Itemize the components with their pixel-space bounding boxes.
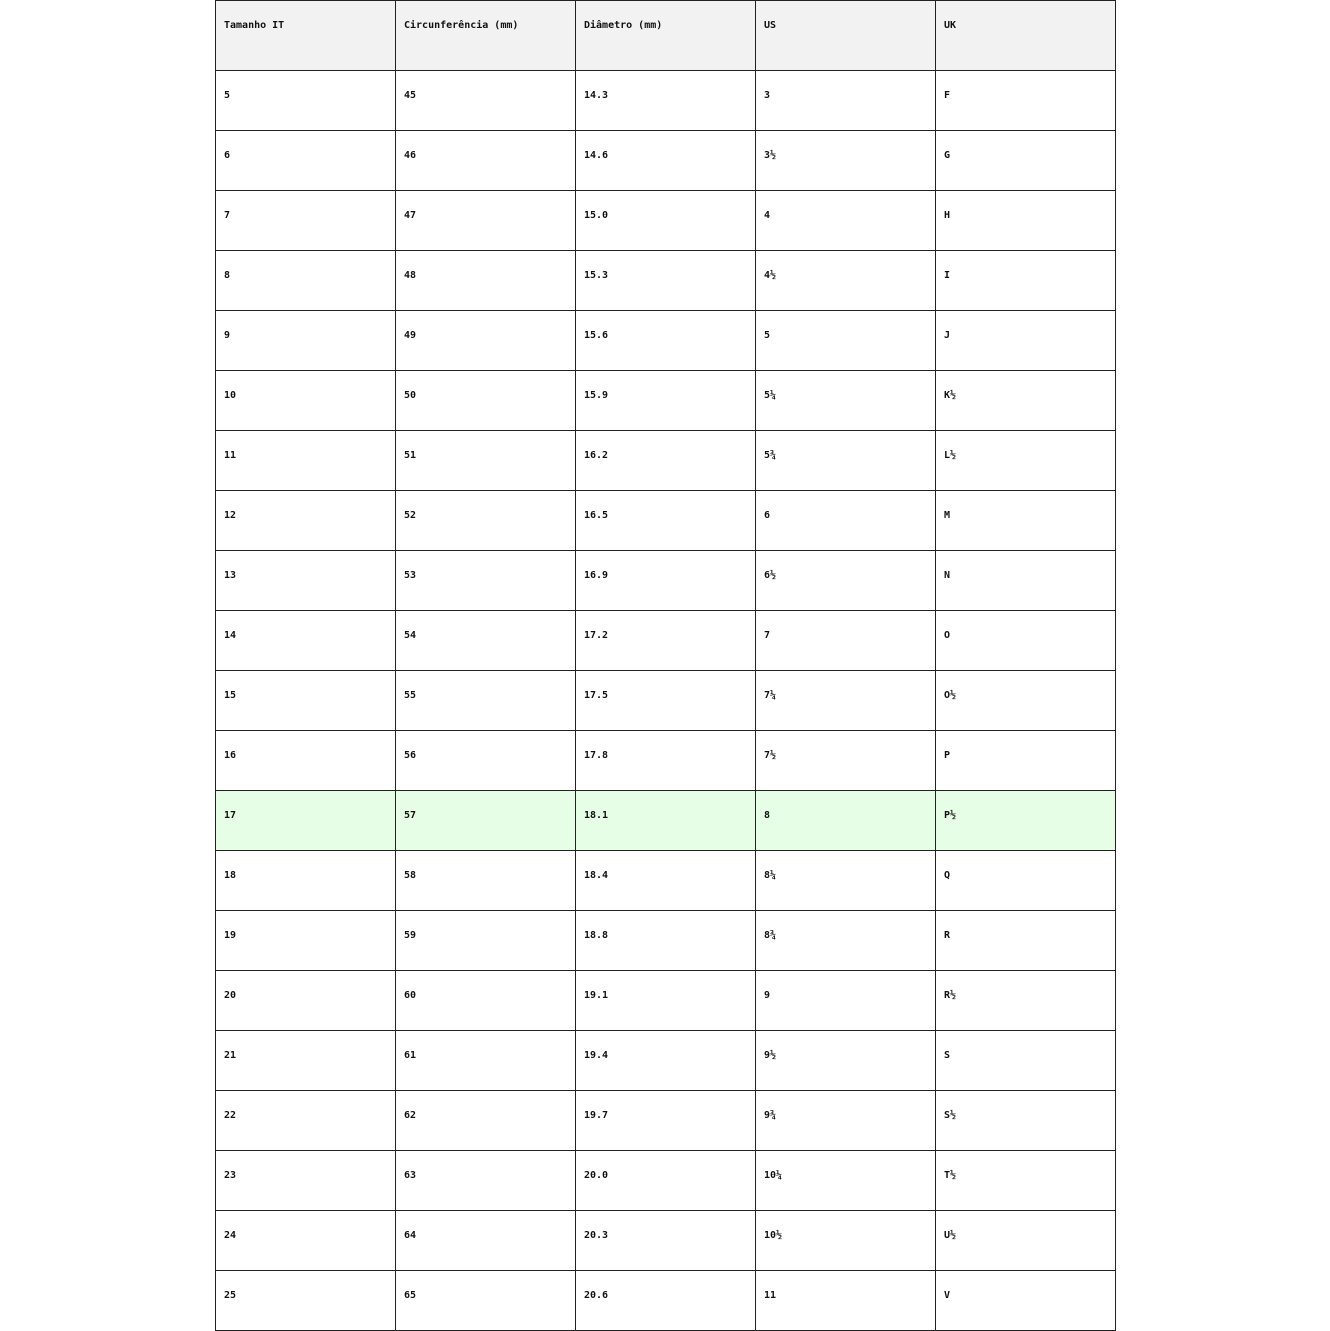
cell-diameter: 14.3 bbox=[576, 71, 756, 131]
cell-diameter: 17.8 bbox=[576, 731, 756, 791]
table-row bbox=[216, 1091, 1116, 1151]
cell-circumference: 60 bbox=[396, 971, 576, 1031]
cell-circumference: 58 bbox=[396, 851, 576, 911]
cell-it-size: 10 bbox=[216, 371, 396, 431]
cell-it-size: 20 bbox=[216, 971, 396, 1031]
ring-size-table-container bbox=[215, 0, 1116, 1331]
cell-diameter: 20.0 bbox=[576, 1151, 756, 1211]
cell-us: 11 bbox=[756, 1271, 936, 1331]
cell-uk: T½ bbox=[936, 1151, 1116, 1211]
cell-uk: O½ bbox=[936, 671, 1116, 731]
cell-uk: H bbox=[936, 191, 1116, 251]
table-row bbox=[216, 851, 1116, 911]
cell-it-size: 17 bbox=[216, 791, 396, 851]
cell-it-size: 13 bbox=[216, 551, 396, 611]
cell-us: 5¼ bbox=[756, 371, 936, 431]
table-row bbox=[216, 791, 1116, 851]
cell-it-size: 21 bbox=[216, 1031, 396, 1091]
cell-it-size: 6 bbox=[216, 131, 396, 191]
cell-us: 4 bbox=[756, 191, 936, 251]
table-row bbox=[216, 551, 1116, 611]
cell-circumference: 61 bbox=[396, 1031, 576, 1091]
table-row bbox=[216, 1151, 1116, 1211]
cell-us: 4½ bbox=[756, 251, 936, 311]
cell-diameter: 19.4 bbox=[576, 1031, 756, 1091]
cell-us: 6½ bbox=[756, 551, 936, 611]
cell-circumference: 50 bbox=[396, 371, 576, 431]
cell-diameter: 20.6 bbox=[576, 1271, 756, 1331]
cell-us: 3½ bbox=[756, 131, 936, 191]
table-row bbox=[216, 731, 1116, 791]
cell-circumference: 55 bbox=[396, 671, 576, 731]
cell-uk: U½ bbox=[936, 1211, 1116, 1271]
cell-circumference: 48 bbox=[396, 251, 576, 311]
cell-it-size: 16 bbox=[216, 731, 396, 791]
cell-diameter: 19.7 bbox=[576, 1091, 756, 1151]
cell-uk: R½ bbox=[936, 971, 1116, 1031]
cell-uk: M bbox=[936, 491, 1116, 551]
cell-it-size: 7 bbox=[216, 191, 396, 251]
cell-circumference: 47 bbox=[396, 191, 576, 251]
cell-circumference: 53 bbox=[396, 551, 576, 611]
table-row bbox=[216, 671, 1116, 731]
cell-us: 8 bbox=[756, 791, 936, 851]
cell-uk: J bbox=[936, 311, 1116, 371]
cell-uk: G bbox=[936, 131, 1116, 191]
table-row bbox=[216, 911, 1116, 971]
table-row bbox=[216, 371, 1116, 431]
cell-diameter: 16.5 bbox=[576, 491, 756, 551]
cell-circumference: 46 bbox=[396, 131, 576, 191]
header-uk: UK bbox=[936, 1, 1116, 71]
cell-us: 10¼ bbox=[756, 1151, 936, 1211]
header-it-size: Tamanho IT bbox=[216, 1, 396, 71]
cell-circumference: 63 bbox=[396, 1151, 576, 1211]
cell-us: 5 bbox=[756, 311, 936, 371]
cell-it-size: 15 bbox=[216, 671, 396, 731]
cell-us: 10½ bbox=[756, 1211, 936, 1271]
cell-diameter: 15.6 bbox=[576, 311, 756, 371]
cell-us: 7 bbox=[756, 611, 936, 671]
cell-us: 7¼ bbox=[756, 671, 936, 731]
cell-diameter: 19.1 bbox=[576, 971, 756, 1031]
cell-uk: R bbox=[936, 911, 1116, 971]
cell-circumference: 45 bbox=[396, 71, 576, 131]
cell-us: 9 bbox=[756, 971, 936, 1031]
cell-uk: L½ bbox=[936, 431, 1116, 491]
cell-us: 8¼ bbox=[756, 851, 936, 911]
cell-circumference: 65 bbox=[396, 1271, 576, 1331]
header-us: US bbox=[756, 1, 936, 71]
cell-circumference: 49 bbox=[396, 311, 576, 371]
cell-us: 9¾ bbox=[756, 1091, 936, 1151]
cell-diameter: 14.6 bbox=[576, 131, 756, 191]
cell-it-size: 14 bbox=[216, 611, 396, 671]
cell-us: 3 bbox=[756, 71, 936, 131]
table-row bbox=[216, 251, 1116, 311]
cell-diameter: 16.2 bbox=[576, 431, 756, 491]
cell-it-size: 11 bbox=[216, 431, 396, 491]
cell-diameter: 18.8 bbox=[576, 911, 756, 971]
cell-uk: P½ bbox=[936, 791, 1116, 851]
cell-us: 5¾ bbox=[756, 431, 936, 491]
table-body bbox=[216, 71, 1116, 1331]
cell-uk: S bbox=[936, 1031, 1116, 1091]
cell-us: 9½ bbox=[756, 1031, 936, 1091]
table-header bbox=[216, 1, 1116, 71]
cell-uk: V bbox=[936, 1271, 1116, 1331]
header-circumference: Circunferência (mm) bbox=[396, 1, 576, 71]
header-diameter: Diâmetro (mm) bbox=[576, 1, 756, 71]
cell-diameter: 17.2 bbox=[576, 611, 756, 671]
cell-diameter: 17.5 bbox=[576, 671, 756, 731]
cell-us: 7½ bbox=[756, 731, 936, 791]
cell-uk: Q bbox=[936, 851, 1116, 911]
table-row bbox=[216, 611, 1116, 671]
cell-circumference: 54 bbox=[396, 611, 576, 671]
cell-it-size: 25 bbox=[216, 1271, 396, 1331]
cell-diameter: 15.0 bbox=[576, 191, 756, 251]
cell-it-size: 8 bbox=[216, 251, 396, 311]
cell-diameter: 18.4 bbox=[576, 851, 756, 911]
cell-circumference: 62 bbox=[396, 1091, 576, 1151]
cell-circumference: 51 bbox=[396, 431, 576, 491]
cell-uk: S½ bbox=[936, 1091, 1116, 1151]
table-row bbox=[216, 1271, 1116, 1331]
cell-circumference: 56 bbox=[396, 731, 576, 791]
table-row bbox=[216, 131, 1116, 191]
cell-diameter: 16.9 bbox=[576, 551, 756, 611]
cell-circumference: 57 bbox=[396, 791, 576, 851]
cell-us: 8¾ bbox=[756, 911, 936, 971]
table-row bbox=[216, 71, 1116, 131]
cell-diameter: 18.1 bbox=[576, 791, 756, 851]
cell-circumference: 52 bbox=[396, 491, 576, 551]
table-row bbox=[216, 311, 1116, 371]
cell-it-size: 19 bbox=[216, 911, 396, 971]
cell-diameter: 15.3 bbox=[576, 251, 756, 311]
cell-uk: K½ bbox=[936, 371, 1116, 431]
cell-it-size: 12 bbox=[216, 491, 396, 551]
table-row bbox=[216, 491, 1116, 551]
cell-it-size: 5 bbox=[216, 71, 396, 131]
ring-size-table bbox=[215, 0, 1116, 1331]
cell-diameter: 20.3 bbox=[576, 1211, 756, 1271]
cell-diameter: 15.9 bbox=[576, 371, 756, 431]
header-row bbox=[216, 1, 1116, 71]
table-row bbox=[216, 431, 1116, 491]
cell-it-size: 23 bbox=[216, 1151, 396, 1211]
table-row bbox=[216, 971, 1116, 1031]
cell-circumference: 64 bbox=[396, 1211, 576, 1271]
cell-us: 6 bbox=[756, 491, 936, 551]
cell-uk: P bbox=[936, 731, 1116, 791]
cell-uk: O bbox=[936, 611, 1116, 671]
cell-uk: N bbox=[936, 551, 1116, 611]
cell-circumference: 59 bbox=[396, 911, 576, 971]
table-row bbox=[216, 191, 1116, 251]
cell-it-size: 24 bbox=[216, 1211, 396, 1271]
cell-uk: F bbox=[936, 71, 1116, 131]
table-row bbox=[216, 1211, 1116, 1271]
table-row bbox=[216, 1031, 1116, 1091]
cell-it-size: 18 bbox=[216, 851, 396, 911]
cell-it-size: 9 bbox=[216, 311, 396, 371]
cell-it-size: 22 bbox=[216, 1091, 396, 1151]
cell-uk: I bbox=[936, 251, 1116, 311]
